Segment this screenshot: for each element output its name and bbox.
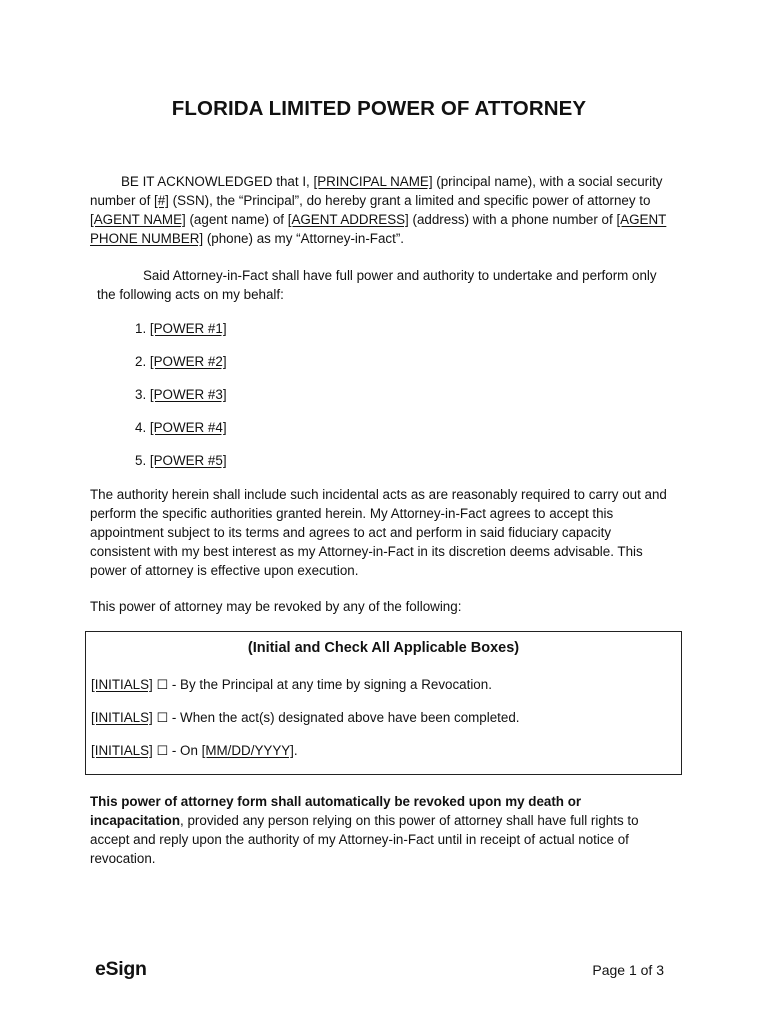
authority-paragraph: The authority herein shall include such incidental acts as are reasonably required to carry out and perform the specific authorities granted herein. My Attorney-in-Fact agrees to accept this appointment subject to its terms and agrees to act and perform in said fiduciary capacity consistent with my best interest as my Attorney-in-Fact in its discretion deems advisable. This power of attorney is effective upon execution. — [90, 487, 667, 578]
power-field-5[interactable]: [POWER #5] — [149, 453, 227, 468]
powers-list — [135, 319, 227, 484]
power-number: 1. — [135, 321, 150, 336]
revocation-option-tail: . — [293, 743, 298, 758]
intro-text-5: (address) with a phone number of — [408, 212, 617, 227]
initials-field[interactable]: [INITIALS] — [91, 743, 153, 758]
power-number: 3. — [135, 387, 150, 402]
intro-paragraph — [90, 172, 670, 248]
revocation-option-signing — [91, 675, 492, 695]
power-item-4 — [135, 418, 227, 451]
checkbox-icon[interactable]: ☐ — [156, 711, 169, 726]
power-field-4[interactable]: [POWER #4] — [149, 420, 227, 435]
power-field-3[interactable]: [POWER #3] — [149, 387, 227, 402]
power-field-2[interactable]: [POWER #2] — [149, 354, 227, 369]
initials-field[interactable]: [INITIALS] — [91, 677, 153, 692]
power-number: 2. — [135, 354, 150, 369]
power-number: 4. — [135, 420, 150, 435]
intro-text-3: (SSN), the “Principal”, do hereby grant a limited and specific power of attorney to — [168, 193, 651, 208]
closing-paragraph — [90, 792, 670, 868]
revocation-option-text: - On — [168, 743, 202, 758]
checkbox-icon[interactable]: ☐ — [156, 678, 169, 693]
intro-text-1: BE IT ACKNOWLEDGED that I, — [121, 174, 314, 189]
intro-text-2: (principal name), with a social security number of — [90, 174, 663, 208]
power-item-5 — [135, 451, 227, 484]
initials-field[interactable]: [INITIALS] — [91, 710, 153, 725]
ssn-field[interactable]: [#] — [154, 193, 169, 208]
revocation-date-field[interactable]: [MM/DD/YYYY] — [201, 743, 294, 758]
revoke-intro-paragraph: This power of attorney may be revoked by any of the following: — [90, 599, 462, 614]
closing-bold-text: This power of attorney form shall automatically be revoked upon my death or incapacitation — [90, 794, 582, 828]
agent-phone-field[interactable]: [AGENT PHONE NUMBER] — [90, 212, 667, 246]
intro-text-6: (phone) as my “Attorney-in-Fact”. — [203, 231, 405, 246]
agent-address-field[interactable]: [AGENT ADDRESS] — [287, 212, 409, 227]
power-item-3 — [135, 385, 227, 418]
revocation-box — [85, 631, 682, 775]
power-item-1 — [135, 319, 227, 352]
closing-text: , provided any person relying on this power of attorney shall have full rights to accept and reply upon the authority of my Attorney-in-Fact until in receipt of actual notice of revocation. — [90, 813, 639, 866]
power-number: 5. — [135, 453, 150, 468]
agent-name-field[interactable]: [AGENT NAME] — [90, 212, 186, 227]
revocation-option-text: - When the act(s) designated above have been completed. — [168, 710, 520, 725]
revocation-option-completion — [91, 708, 520, 728]
power-item-2 — [135, 352, 227, 385]
checkbox-icon[interactable]: ☐ — [156, 744, 169, 759]
revocation-option-date — [91, 741, 298, 761]
esign-logo: eSign — [95, 958, 147, 980]
page-number: Page 1 of 3 — [592, 962, 664, 978]
power-field-1[interactable]: [POWER #1] — [149, 321, 227, 336]
intro-text-4: (agent name) of — [185, 212, 288, 227]
principal-name-field[interactable]: [PRINCIPAL NAME] — [313, 174, 433, 189]
revocation-box-heading: (Initial and Check All Applicable Boxes) — [247, 640, 520, 656]
acts-intro-paragraph: Said Attorney-in-Fact shall have full power and authority to undertake and perform only the following acts on my behalf: — [97, 268, 657, 302]
document-title: FLORIDA LIMITED POWER OF ATTORNEY — [171, 97, 587, 120]
revocation-option-text: - By the Principal at any time by signing a Revocation. — [168, 677, 492, 692]
